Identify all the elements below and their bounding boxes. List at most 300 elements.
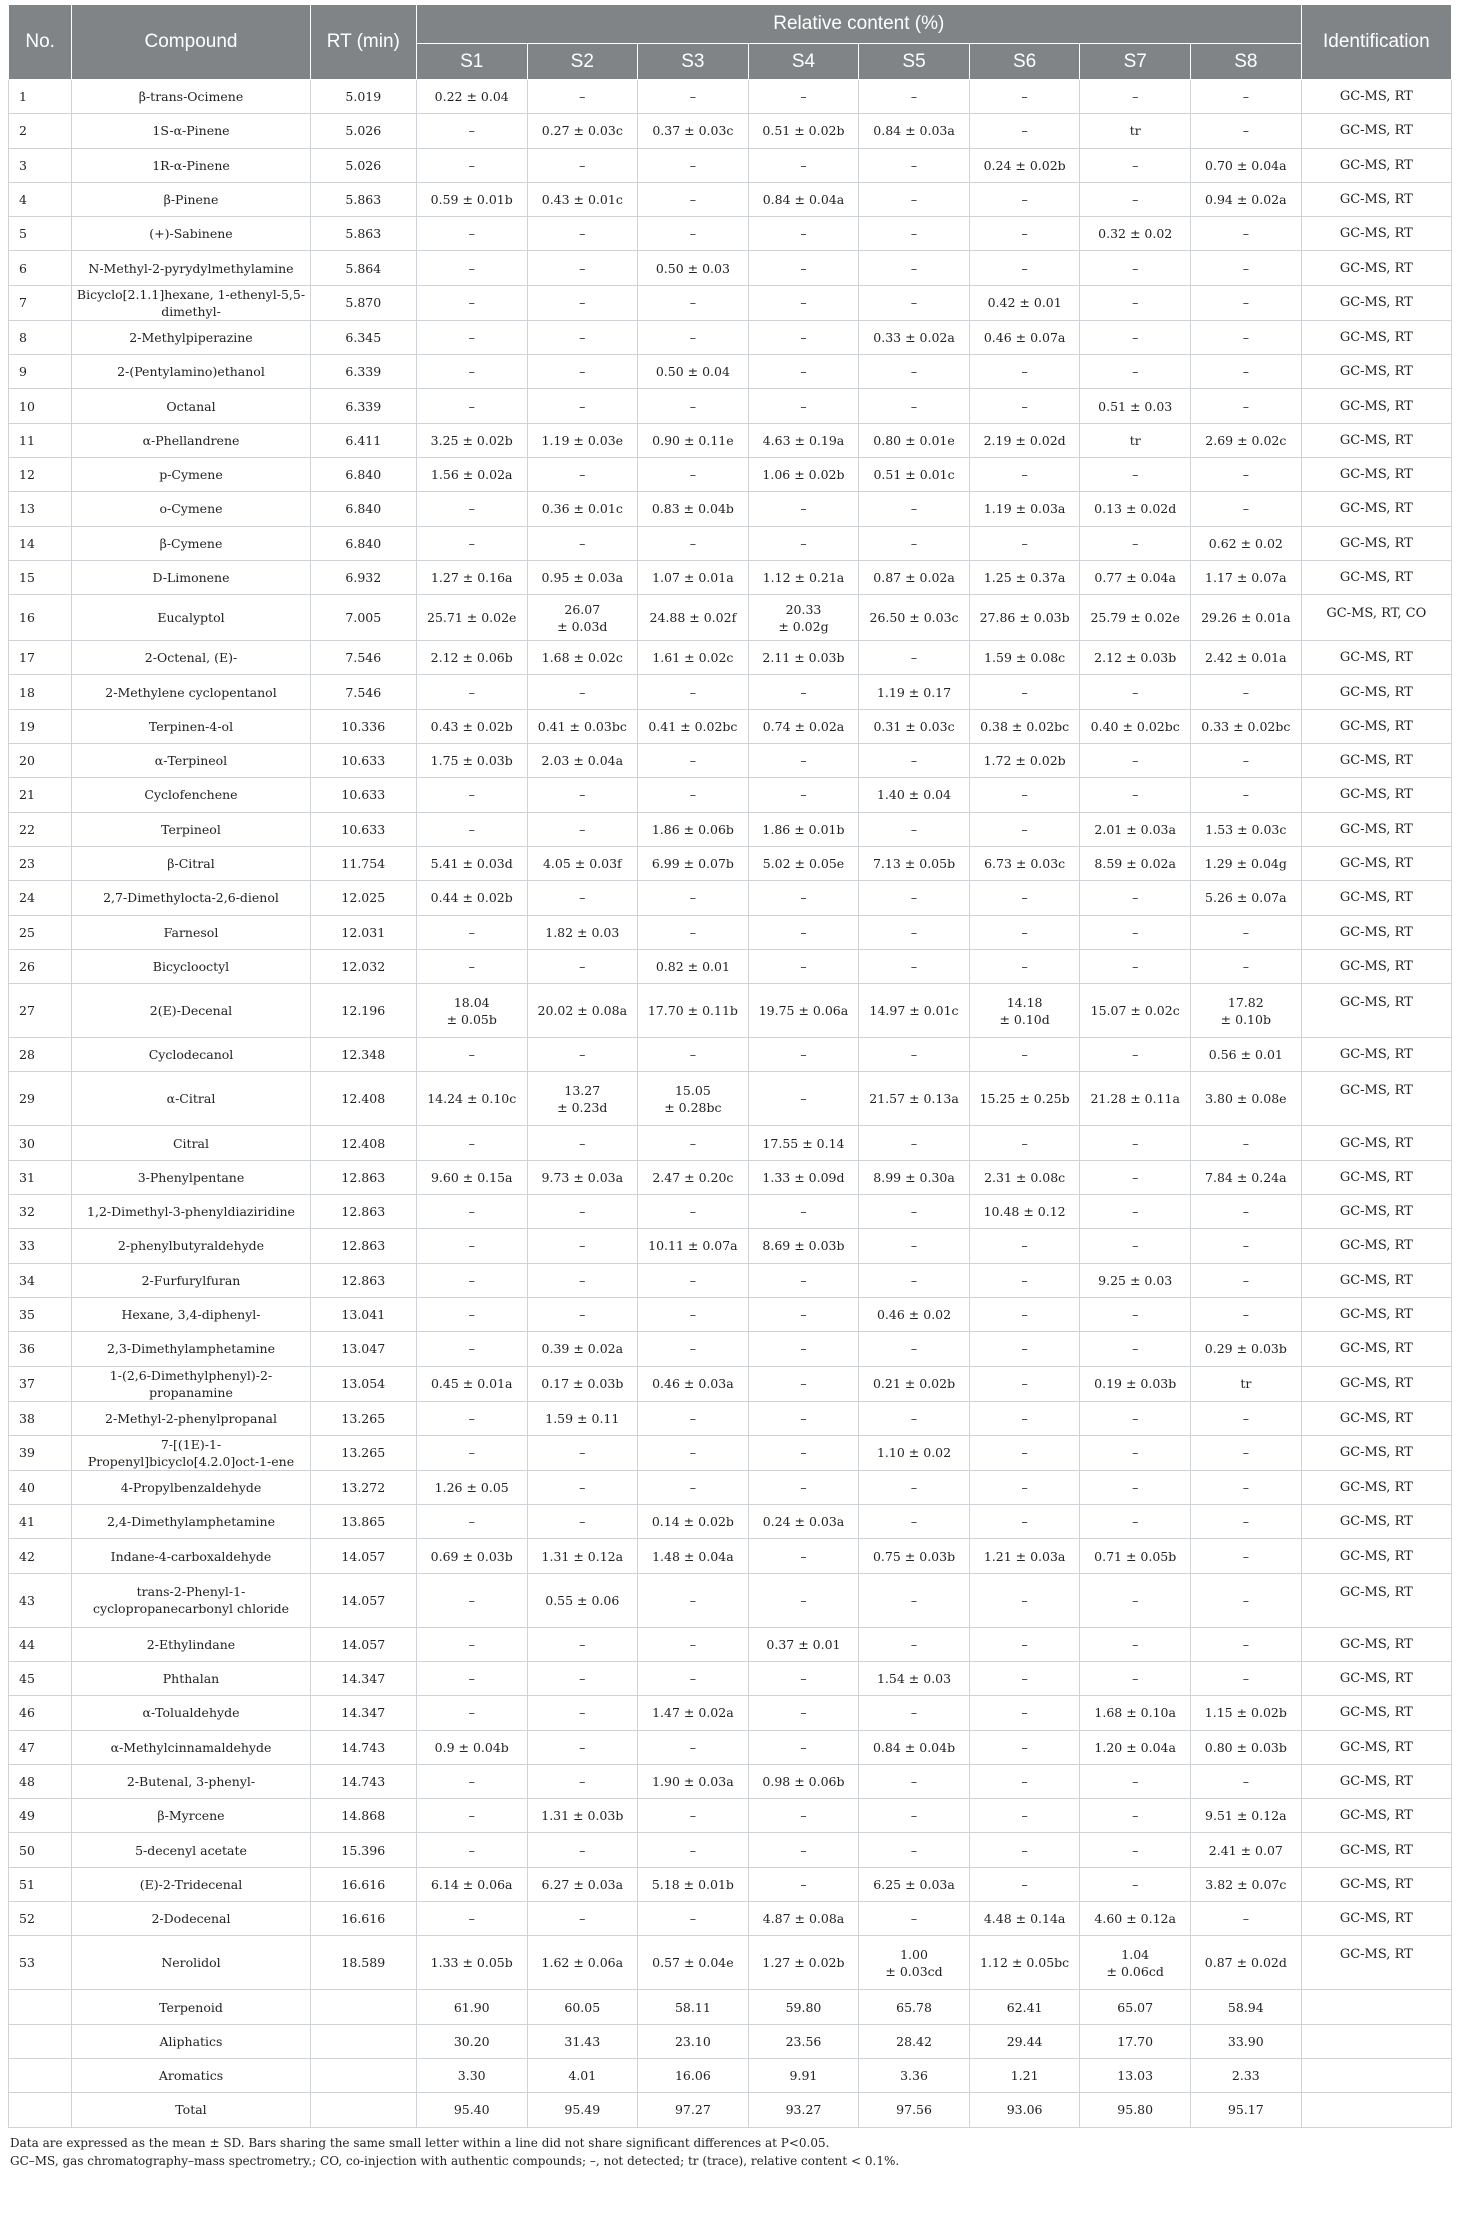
summary-value-s4: 9.91 (748, 2058, 859, 2092)
identification: GC-MS, RT (1301, 217, 1451, 251)
summary-value-s2: 4.01 (527, 2058, 638, 2092)
relative-content-s7: – (1080, 182, 1191, 216)
relative-content-s3: – (638, 182, 749, 216)
relative-content-s7: 1.04 ± 0.06cd (1080, 1936, 1191, 1990)
relative-content-s1: – (416, 1696, 527, 1730)
relative-content-s3: – (638, 526, 749, 560)
identification: GC-MS, RT (1301, 1730, 1451, 1764)
summary-value-s5: 3.36 (859, 2058, 970, 2092)
relative-content-s2: – (527, 285, 638, 320)
retention-time: 6.840 (310, 526, 416, 560)
compound-name: 5-decenyl acetate (72, 1833, 310, 1867)
relative-content-s4: – (748, 778, 859, 812)
compound-table (8, 4, 1452, 2128)
relative-content-s8: 0.80 ± 0.03b (1190, 1730, 1301, 1764)
compound-name: 2-(Pentylamino)ethanol (72, 355, 310, 389)
summary-value-s1: 95.40 (416, 2093, 527, 2127)
relative-content-s6: – (969, 1038, 1080, 1072)
relative-content-s1: – (416, 1627, 527, 1661)
relative-content-s3: 15.05 ± 0.28bc (638, 1072, 749, 1126)
identification: GC-MS, RT (1301, 1332, 1451, 1366)
table-row (9, 1038, 1452, 1072)
row-number: 10 (9, 389, 72, 423)
table-row (9, 1401, 1452, 1435)
row-number (9, 1990, 72, 2024)
relative-content-s1: 0.44 ± 0.02b (416, 881, 527, 915)
relative-content-s6: – (969, 778, 1080, 812)
relative-content-s5: – (859, 744, 970, 778)
table-row (9, 1297, 1452, 1331)
summary-label: Terpenoid (72, 1990, 310, 2024)
relative-content-s5: 1.54 ± 0.03 (859, 1661, 970, 1695)
relative-content-s5: 0.80 ± 0.01e (859, 423, 970, 457)
relative-content-s1: – (416, 1229, 527, 1263)
table-row (9, 1332, 1452, 1366)
row-number: 21 (9, 778, 72, 812)
retention-time: 6.345 (310, 320, 416, 354)
relative-content-s4: – (748, 744, 859, 778)
relative-content-s1: – (416, 1435, 527, 1470)
identification: GC-MS, RT (1301, 1470, 1451, 1504)
relative-content-s6: 1.21 ± 0.03a (969, 1539, 1080, 1573)
compound-name: Cyclofenchene (72, 778, 310, 812)
relative-content-s5: – (859, 1263, 970, 1297)
table-row (9, 1936, 1452, 1990)
relative-content-s2: – (527, 812, 638, 846)
relative-content-s6: 10.48 ± 0.12 (969, 1195, 1080, 1229)
summary-value-s6: 62.41 (969, 1990, 1080, 2024)
relative-content-s3: – (638, 1401, 749, 1435)
relative-content-s6: – (969, 1627, 1080, 1661)
relative-content-s1: – (416, 389, 527, 423)
table-header (9, 5, 1452, 80)
relative-content-s6: 1.19 ± 0.03a (969, 492, 1080, 526)
relative-content-s1: 0.22 ± 0.04 (416, 80, 527, 114)
relative-content-s8: – (1190, 114, 1301, 148)
compound-name: Octanal (72, 389, 310, 423)
compound-name: β-Myrcene (72, 1799, 310, 1833)
relative-content-s8: – (1190, 1539, 1301, 1573)
summary-value-s8: 2.33 (1190, 2058, 1301, 2092)
relative-content-s5: 26.50 ± 0.03c (859, 595, 970, 641)
relative-content-s7: tr (1080, 423, 1191, 457)
relative-content-s7: 2.12 ± 0.03b (1080, 641, 1191, 675)
table-row (9, 1470, 1452, 1504)
relative-content-s7: – (1080, 1627, 1191, 1661)
relative-content-s8: 2.42 ± 0.01a (1190, 641, 1301, 675)
row-number (9, 2058, 72, 2092)
relative-content-s1: – (416, 778, 527, 812)
header-compound: Compound (72, 5, 310, 80)
relative-content-s5: – (859, 1505, 970, 1539)
relative-content-s6: – (969, 251, 1080, 285)
summary-value-s5: 28.42 (859, 2024, 970, 2058)
relative-content-s8: – (1190, 778, 1301, 812)
relative-content-s5: 0.33 ± 0.02a (859, 320, 970, 354)
identification: GC-MS, RT (1301, 949, 1451, 983)
table-row (9, 1263, 1452, 1297)
compound-name: 2-Methylene cyclopentanol (72, 675, 310, 709)
relative-content-s5: – (859, 915, 970, 949)
relative-content-s2: – (527, 881, 638, 915)
relative-content-s3: – (638, 320, 749, 354)
row-number: 42 (9, 1539, 72, 1573)
relative-content-s4: 0.37 ± 0.01 (748, 1627, 859, 1661)
identification: GC-MS, RT (1301, 285, 1451, 320)
relative-content-s4: 0.84 ± 0.04a (748, 182, 859, 216)
summary-value-s7: 13.03 (1080, 2058, 1191, 2092)
relative-content-s1: – (416, 1902, 527, 1936)
relative-content-s3: – (638, 1730, 749, 1764)
summary-row (9, 2093, 1452, 2127)
relative-content-s8: 0.87 ± 0.02d (1190, 1936, 1301, 1990)
relative-content-s2: – (527, 1627, 638, 1661)
relative-content-s6: 0.38 ± 0.02bc (969, 709, 1080, 743)
relative-content-s7: – (1080, 778, 1191, 812)
row-number: 29 (9, 1072, 72, 1126)
relative-content-s6: 4.48 ± 0.14a (969, 1902, 1080, 1936)
relative-content-s6: 0.46 ± 0.07a (969, 320, 1080, 354)
row-number (9, 2024, 72, 2058)
relative-content-s8: 29.26 ± 0.01a (1190, 595, 1301, 641)
relative-content-s2: – (527, 457, 638, 491)
relative-content-s1: 3.25 ± 0.02b (416, 423, 527, 457)
identification: GC-MS, RT (1301, 1038, 1451, 1072)
retention-time (310, 1990, 416, 2024)
retention-time: 14.347 (310, 1696, 416, 1730)
relative-content-s4: 1.12 ± 0.21a (748, 560, 859, 594)
row-number: 26 (9, 949, 72, 983)
relative-content-s4: – (748, 949, 859, 983)
relative-content-s6: 2.31 ± 0.08c (969, 1160, 1080, 1194)
relative-content-s3: – (638, 80, 749, 114)
relative-content-s4: – (748, 1435, 859, 1470)
relative-content-s8: – (1190, 675, 1301, 709)
relative-content-s5: 0.51 ± 0.01c (859, 457, 970, 491)
relative-content-s4: 2.11 ± 0.03b (748, 641, 859, 675)
relative-content-s3: 2.47 ± 0.20c (638, 1160, 749, 1194)
relative-content-s7: 2.01 ± 0.03a (1080, 812, 1191, 846)
row-number: 6 (9, 251, 72, 285)
relative-content-s4: 20.33 ± 0.02g (748, 595, 859, 641)
row-number: 12 (9, 457, 72, 491)
relative-content-s6: – (969, 80, 1080, 114)
relative-content-s3: 0.37 ± 0.03c (638, 114, 749, 148)
retention-time: 7.005 (310, 595, 416, 641)
relative-content-s6: 0.24 ± 0.02b (969, 148, 1080, 182)
compound-name: 2-phenylbutyraldehyde (72, 1229, 310, 1263)
row-number: 32 (9, 1195, 72, 1229)
retention-time: 14.057 (310, 1627, 416, 1661)
relative-content-s2: 0.39 ± 0.02a (527, 1332, 638, 1366)
summary-value-s4: 59.80 (748, 1990, 859, 2024)
row-number: 37 (9, 1366, 72, 1401)
relative-content-s5: – (859, 1470, 970, 1504)
relative-content-s4: – (748, 1833, 859, 1867)
relative-content-s2: – (527, 355, 638, 389)
summary-label: Aliphatics (72, 2024, 310, 2058)
row-number: 46 (9, 1696, 72, 1730)
relative-content-s1: – (416, 1332, 527, 1366)
retention-time: 7.546 (310, 675, 416, 709)
relative-content-s4: 1.27 ± 0.02b (748, 1936, 859, 1990)
relative-content-s2: – (527, 1470, 638, 1504)
retention-time (310, 2058, 416, 2092)
relative-content-s4: – (748, 148, 859, 182)
summary-value-s7: 95.80 (1080, 2093, 1191, 2127)
compound-name: 1S-α-Pinene (72, 114, 310, 148)
summary-value-s3: 58.11 (638, 1990, 749, 2024)
row-number: 9 (9, 355, 72, 389)
relative-content-s5: – (859, 1696, 970, 1730)
summary-value-s8: 33.90 (1190, 2024, 1301, 2058)
header-s7: S7 (1080, 44, 1191, 80)
retention-time: 7.546 (310, 641, 416, 675)
header-s5: S5 (859, 44, 970, 80)
relative-content-s7: – (1080, 1297, 1191, 1331)
relative-content-s8: 0.94 ± 0.02a (1190, 182, 1301, 216)
row-number: 13 (9, 492, 72, 526)
row-number: 24 (9, 881, 72, 915)
relative-content-s7: – (1080, 949, 1191, 983)
relative-content-s3: – (638, 778, 749, 812)
identification: GC-MS, RT (1301, 1505, 1451, 1539)
row-number: 36 (9, 1332, 72, 1366)
compound-name: α-Citral (72, 1072, 310, 1126)
relative-content-s1: – (416, 148, 527, 182)
compound-name: 2,4-Dimethylamphetamine (72, 1505, 310, 1539)
relative-content-s3: – (638, 389, 749, 423)
relative-content-s3: 1.61 ± 0.02c (638, 641, 749, 675)
relative-content-s6: 1.25 ± 0.37a (969, 560, 1080, 594)
summary-value-s7: 65.07 (1080, 1990, 1191, 2024)
retention-time: 12.031 (310, 915, 416, 949)
relative-content-s4: – (748, 1696, 859, 1730)
relative-content-s1: – (416, 1833, 527, 1867)
relative-content-s8: – (1190, 285, 1301, 320)
table-row (9, 182, 1452, 216)
relative-content-s7: – (1080, 355, 1191, 389)
relative-content-s5: – (859, 492, 970, 526)
relative-content-s4: – (748, 675, 859, 709)
relative-content-s3: – (638, 285, 749, 320)
relative-content-s8: – (1190, 1195, 1301, 1229)
retention-time: 12.863 (310, 1229, 416, 1263)
relative-content-s1: – (416, 915, 527, 949)
relative-content-s3: – (638, 1902, 749, 1936)
relative-content-s3: – (638, 148, 749, 182)
retention-time: 5.864 (310, 251, 416, 285)
relative-content-s1: – (416, 320, 527, 354)
relative-content-s6: – (969, 1435, 1080, 1470)
relative-content-s3: – (638, 1627, 749, 1661)
relative-content-s3: 17.70 ± 0.11b (638, 984, 749, 1038)
relative-content-s8: – (1190, 1764, 1301, 1798)
relative-content-s1: 1.75 ± 0.03b (416, 744, 527, 778)
row-number: 53 (9, 1936, 72, 1990)
relative-content-s8: – (1190, 1573, 1301, 1627)
retention-time: 5.870 (310, 285, 416, 320)
relative-content-s6: 0.42 ± 0.01 (969, 285, 1080, 320)
summary-value-s5: 97.56 (859, 2093, 970, 2127)
relative-content-s1: 1.26 ± 0.05 (416, 1470, 527, 1504)
row-number: 31 (9, 1160, 72, 1194)
relative-content-s3: 0.83 ± 0.04b (638, 492, 749, 526)
compound-name: β-Citral (72, 846, 310, 880)
compound-name: 2-Octenal, (E)- (72, 641, 310, 675)
table-body (9, 80, 1452, 2128)
relative-content-s2: – (527, 1297, 638, 1331)
relative-content-s4: – (748, 1263, 859, 1297)
identification: GC-MS, RT (1301, 1833, 1451, 1867)
identification: GC-MS, RT (1301, 984, 1451, 1038)
relative-content-s7: – (1080, 675, 1191, 709)
compound-name: 2,7-Dimethylocta-2,6-dienol (72, 881, 310, 915)
relative-content-s7: – (1080, 80, 1191, 114)
relative-content-s5: 1.19 ± 0.17 (859, 675, 970, 709)
summary-label: Aromatics (72, 2058, 310, 2092)
table-row (9, 80, 1452, 114)
identification: GC-MS, RT (1301, 320, 1451, 354)
relative-content-s2: – (527, 1435, 638, 1470)
relative-content-s2: 2.03 ± 0.04a (527, 744, 638, 778)
relative-content-s3: 6.99 ± 0.07b (638, 846, 749, 880)
identification: GC-MS, RT (1301, 1902, 1451, 1936)
relative-content-s8: 0.56 ± 0.01 (1190, 1038, 1301, 1072)
retention-time: 13.054 (310, 1366, 416, 1401)
row-number: 49 (9, 1799, 72, 1833)
table-row (9, 709, 1452, 743)
relative-content-s5: – (859, 80, 970, 114)
compound-name: 2,3-Dimethylamphetamine (72, 1332, 310, 1366)
table-row (9, 560, 1452, 594)
relative-content-s6: – (969, 1332, 1080, 1366)
relative-content-s7: – (1080, 1573, 1191, 1627)
relative-content-s7: 0.40 ± 0.02bc (1080, 709, 1191, 743)
relative-content-s4: – (748, 1401, 859, 1435)
relative-content-s6: – (969, 1263, 1080, 1297)
relative-content-s7: – (1080, 881, 1191, 915)
summary-value-s6: 93.06 (969, 2093, 1080, 2127)
table-row (9, 1229, 1452, 1263)
relative-content-s6: – (969, 949, 1080, 983)
retention-time: 6.932 (310, 560, 416, 594)
relative-content-s4: – (748, 1661, 859, 1695)
relative-content-s4: – (748, 526, 859, 560)
identification: GC-MS, RT (1301, 1366, 1451, 1401)
compound-name: α-Phellandrene (72, 423, 310, 457)
retention-time: 15.396 (310, 1833, 416, 1867)
identification: GC-MS, RT (1301, 526, 1451, 560)
note-line: GC–MS, gas chromatography–mass spectrometry.; CO, co-injection with authentic compounds; –, not detected; tr (trace), relative content < 0.1%. (10, 2153, 900, 2168)
relative-content-s1: 18.04 ± 0.05b (416, 984, 527, 1038)
relative-content-s8: – (1190, 949, 1301, 983)
relative-content-s7: 1.20 ± 0.04a (1080, 1730, 1191, 1764)
relative-content-s3: – (638, 744, 749, 778)
relative-content-s2: – (527, 949, 638, 983)
compound-name: Cyclodecanol (72, 1038, 310, 1072)
retention-time: 18.589 (310, 1936, 416, 1990)
relative-content-s6: – (969, 881, 1080, 915)
identification: GC-MS, RT, CO (1301, 595, 1451, 641)
relative-content-s5: 0.21 ± 0.02b (859, 1366, 970, 1401)
relative-content-s6: – (969, 526, 1080, 560)
relative-content-s8: 2.41 ± 0.07 (1190, 1833, 1301, 1867)
relative-content-s4: – (748, 1539, 859, 1573)
relative-content-s6: 1.72 ± 0.02b (969, 744, 1080, 778)
relative-content-s2: 1.62 ± 0.06a (527, 1936, 638, 1990)
relative-content-s3: – (638, 675, 749, 709)
relative-content-s2: 1.31 ± 0.03b (527, 1799, 638, 1833)
relative-content-s5: – (859, 949, 970, 983)
relative-content-s2: 1.31 ± 0.12a (527, 1539, 638, 1573)
compound-name: Citral (72, 1126, 310, 1160)
row-number: 48 (9, 1764, 72, 1798)
relative-content-s1: – (416, 949, 527, 983)
identification: GC-MS, RT (1301, 182, 1451, 216)
relative-content-s4: 4.63 ± 0.19a (748, 423, 859, 457)
compound-name: β-Cymene (72, 526, 310, 560)
relative-content-s7: – (1080, 1661, 1191, 1695)
relative-content-s6: – (969, 1867, 1080, 1901)
retention-time: 12.863 (310, 1195, 416, 1229)
identification: GC-MS, RT (1301, 114, 1451, 148)
relative-content-s6: – (969, 389, 1080, 423)
retention-time: 10.633 (310, 812, 416, 846)
relative-content-s4: – (748, 492, 859, 526)
summary-value-s2: 31.43 (527, 2024, 638, 2058)
relative-content-s1: 0.69 ± 0.03b (416, 1539, 527, 1573)
summary-value-s3: 97.27 (638, 2093, 749, 2127)
relative-content-s4: – (748, 1799, 859, 1833)
relative-content-s5: – (859, 1038, 970, 1072)
relative-content-s3: – (638, 1038, 749, 1072)
row-number: 15 (9, 560, 72, 594)
retention-time: 12.196 (310, 984, 416, 1038)
relative-content-s5: 0.87 ± 0.02a (859, 560, 970, 594)
row-number: 35 (9, 1297, 72, 1331)
relative-content-s7: 25.79 ± 0.02e (1080, 595, 1191, 641)
relative-content-s2: – (527, 675, 638, 709)
relative-content-s6: – (969, 1401, 1080, 1435)
relative-content-s6: – (969, 1297, 1080, 1331)
relative-content-s7: – (1080, 1126, 1191, 1160)
retention-time: 10.633 (310, 744, 416, 778)
retention-time: 6.339 (310, 389, 416, 423)
header-s6: S6 (969, 44, 1080, 80)
identification: GC-MS, RT (1301, 744, 1451, 778)
relative-content-s1: – (416, 492, 527, 526)
relative-content-s2: – (527, 389, 638, 423)
relative-content-s6: – (969, 355, 1080, 389)
table-row (9, 949, 1452, 983)
identification: GC-MS, RT (1301, 1263, 1451, 1297)
relative-content-s3: – (638, 915, 749, 949)
relative-content-s4: – (748, 1867, 859, 1901)
table-row (9, 1764, 1452, 1798)
relative-content-s8: – (1190, 1470, 1301, 1504)
relative-content-s7: – (1080, 526, 1191, 560)
relative-content-s2: – (527, 1661, 638, 1695)
relative-content-s7: – (1080, 1470, 1191, 1504)
relative-content-s1: – (416, 812, 527, 846)
relative-content-s7: – (1080, 1867, 1191, 1901)
summary-value-s2: 60.05 (527, 1990, 638, 2024)
identification: GC-MS, RT (1301, 778, 1451, 812)
summary-row (9, 1990, 1452, 2024)
relative-content-s7: 0.32 ± 0.02 (1080, 217, 1191, 251)
relative-content-s4: 0.24 ± 0.03a (748, 1505, 859, 1539)
